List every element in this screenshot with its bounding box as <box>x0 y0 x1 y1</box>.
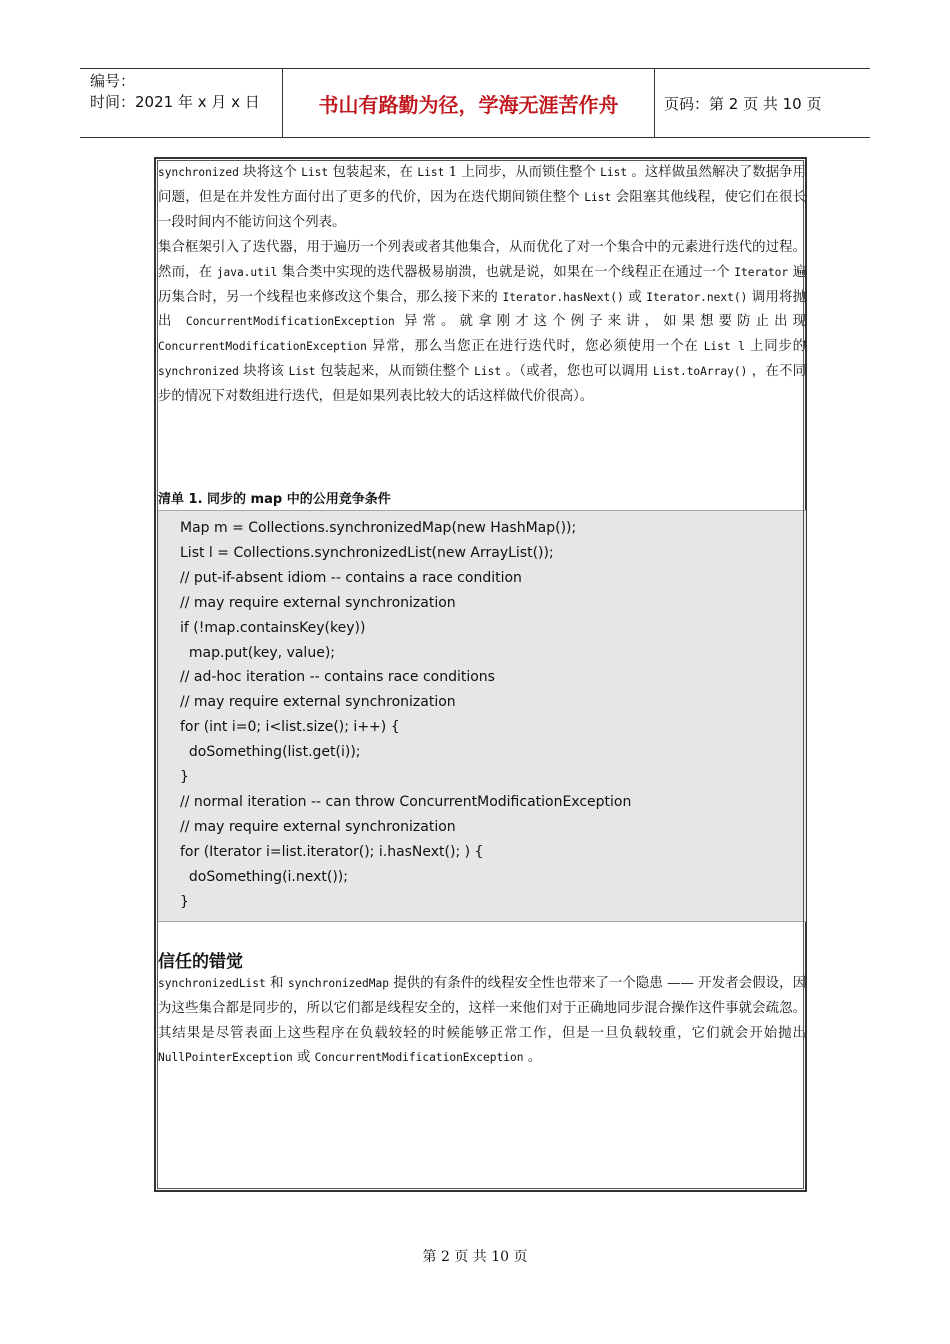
text-run: 块将这个 <box>238 165 302 180</box>
code-term: ConcurrentModificationException <box>158 340 367 354</box>
text-run: 上同步的 <box>744 339 806 355</box>
text-run: 块将该 <box>238 363 289 379</box>
text-run: 集合类中实现的迭代器极易崩溃，也就是说，如果在一个线程正在通过一个 <box>277 264 735 280</box>
code-line: for (int i=0; i<list.size(); i++) { <box>180 719 400 736</box>
header-meta <box>80 69 282 137</box>
code-term: Iterator <box>734 265 789 279</box>
code-line: map.put(key, value); <box>180 644 335 661</box>
paragraph-1 <box>158 161 806 235</box>
header-page-label: 页码：第 2 页 共 10 页 <box>664 94 822 113</box>
code-line: // may require external synchronization <box>180 594 456 611</box>
code-term: List <box>600 166 628 179</box>
code-line: // may require external synchronization <box>180 694 456 711</box>
page-footer: 第 2 页 共 10 页 <box>422 1249 528 1265</box>
code-term: List <box>417 166 445 179</box>
text-run: 调用将抛出 <box>158 289 807 330</box>
code-line: } <box>180 893 189 910</box>
code-term: Iterator.next() <box>646 290 748 304</box>
text-run: 提供的有条件的线程安全性也带来了一个隐患 —— 开发者会假设，因为这些集合都是同步的，所以它们都是线程安全的，这样一来他们对于正确地同步混合操作这件事就会疏忽。其结果是尽管表面上这些程序在负载较轻的时候能够正常工作，但是一旦负载较重，它们就会开始抛出 <box>158 976 806 1041</box>
code-term: synchronized <box>158 364 239 378</box>
code-line: } <box>180 769 189 786</box>
code-term: ConcurrentModificationException <box>185 315 395 329</box>
code-line: // put-if-absent idiom -- contains a race condition <box>180 569 522 586</box>
paragraph-2 <box>158 236 806 410</box>
section-title: 信任的错觉 <box>158 952 243 972</box>
code-line: Map m = Collections.synchronizedMap(new HashMap()); <box>180 520 577 536</box>
text-run: 包装起来，从而锁住整个 <box>315 363 475 379</box>
code-line: doSomething(i.next()); <box>180 868 348 885</box>
text-run: 。这样做虽然解决了数据争用问题，但是在并发性方面付出了更多的代价，因为在迭代期间锁住整个 <box>158 165 807 205</box>
code-line: // ad-hoc iteration -- contains race conditions <box>180 669 495 686</box>
header-motto: 书山有路勤为径，学海无涯苦作舟 <box>282 69 655 137</box>
text-run: 异常，那么当您正在进行迭代时，您必须使用一个在 <box>366 339 704 355</box>
code-term: List <box>288 364 316 378</box>
code-listing <box>158 510 806 922</box>
text-run: 或 <box>623 289 647 305</box>
text-run: 包装起来，在 <box>328 165 418 180</box>
text-run: 异常。就拿刚才这个例子来讲，如果想要防止出现 <box>394 314 806 330</box>
text-run: 。 <box>523 1050 542 1066</box>
text-run: 会阻塞其他线程，使它们在很长一段时间内不能访问这个列表。 <box>158 189 806 230</box>
text-run: ，在不同步的情况下对数组进行迭代，但是如果列表比较大的话这样做代价很高）。 <box>158 363 806 404</box>
page-header <box>80 68 870 138</box>
text-run: 遍历集合时，另一个线程也来修改这个集合，那么接下来的 <box>158 264 806 305</box>
code-term: synchronizedList <box>158 977 266 990</box>
code-line: List l = Collections.synchronizedList(new ArrayList()); <box>180 544 554 561</box>
code-line: if (!map.containsKey(key)) <box>180 619 366 636</box>
code-term: List l <box>703 340 745 354</box>
code-term: List.toArray() <box>653 364 748 378</box>
code-label: 编号： <box>90 72 136 90</box>
code-term: List <box>584 190 612 204</box>
code-line: // normal iteration -- can throw ConcurrentModificationException <box>180 793 632 810</box>
code-term: List <box>474 364 502 378</box>
code-term: List <box>301 166 329 179</box>
code-term: Iterator.hasNext() <box>502 290 624 304</box>
listing-title: 清单 1. 同步的 map 中的公用竞争条件 <box>158 492 391 507</box>
code-line: doSomething(list.get(i)); <box>180 744 361 761</box>
text-run: 。（或者，您也可以调用 <box>501 363 654 379</box>
code-term: java.util <box>216 265 278 279</box>
code-line: for (Iterator i=list.iterator(); i.hasNext(); ) { <box>180 843 484 860</box>
paragraph-3 <box>158 972 806 1071</box>
text-run: 或 <box>292 1050 315 1066</box>
code-term: NullPointerException <box>158 1051 293 1065</box>
text-run: 1 上同步，从而锁住整个 <box>444 165 601 180</box>
code-term: synchronized <box>158 166 239 179</box>
date-label: 时间：2021 年 x 月 x 日 <box>90 93 260 111</box>
code-line: // may require external synchronization <box>180 818 456 835</box>
text-run: 集合框架引入了迭代器，用于遍历一个列表或者其他集合，从而优化了对一个集合中的元素进行迭代的过程。然而，在 <box>158 240 806 280</box>
text-run: 和 <box>265 976 288 991</box>
code-term: synchronizedMap <box>287 977 389 990</box>
content-frame <box>154 157 807 1192</box>
code-term: ConcurrentModificationException <box>314 1051 524 1065</box>
